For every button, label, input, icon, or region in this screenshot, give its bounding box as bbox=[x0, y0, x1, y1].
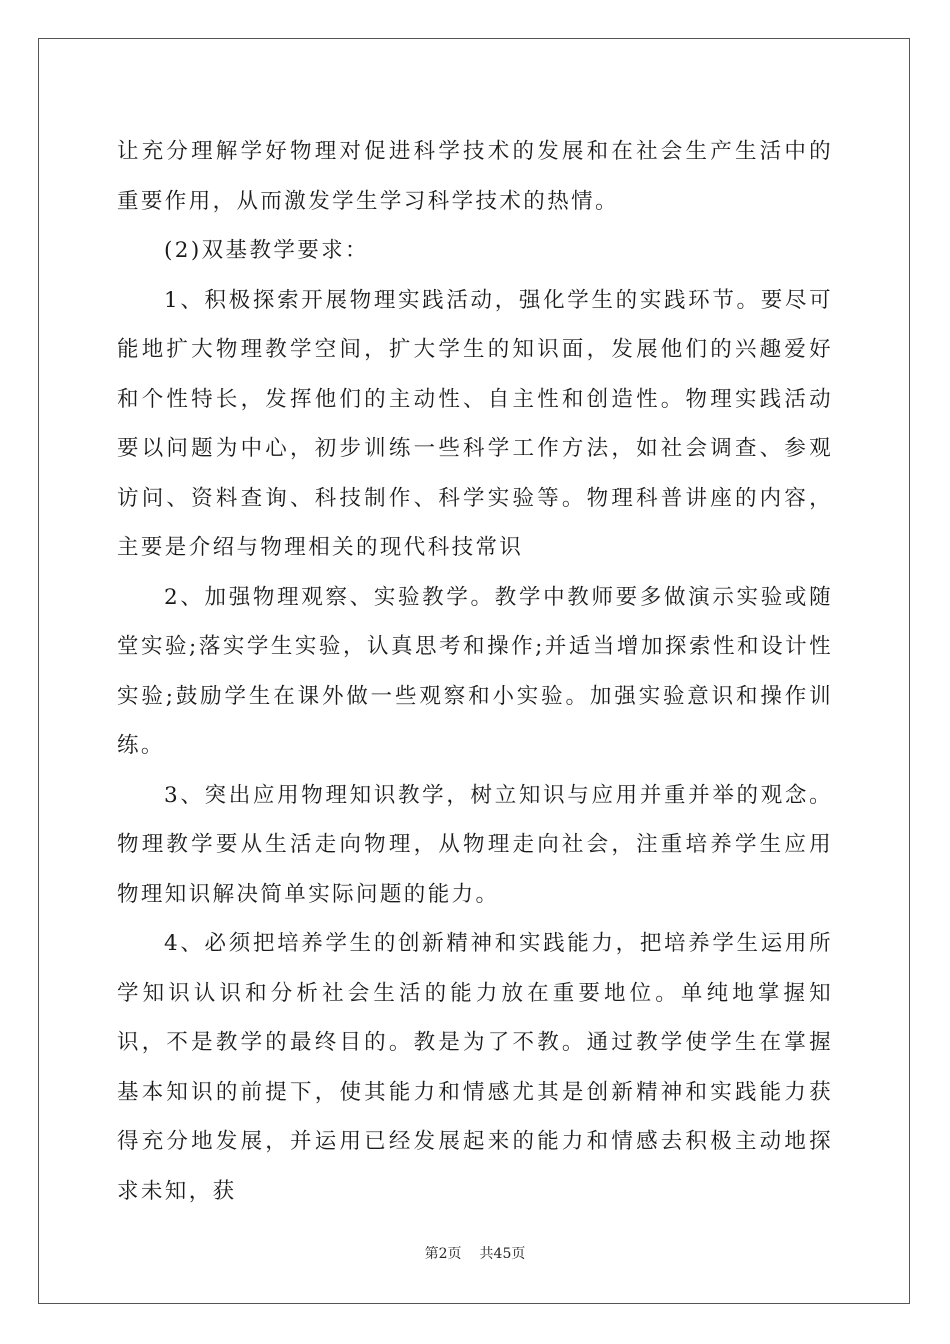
page-total: 共45页 bbox=[479, 1246, 526, 1262]
paragraph-item-3: 3、突出应用物理知识教学，树立知识与应用并重并举的观念。物理教学要从生活走向物理，从物理走向社会，注重培养学生应用物理知识解决简单实际问题的能力。 bbox=[117, 782, 833, 907]
page-footer bbox=[0, 1244, 950, 1264]
paragraph-item-1: 1、积极探索开展物理实践活动，强化学生的实践环节。要尽可能地扩大物理教学空间，扩大学生的知识面，发展他们的兴趣爱好和个性特长，发挥他们的主动性、自主性和创造性。物理实践活动要以问题为中心，初步训练一些科学工作方法，如社会调查、参观访问、资料查询、科技制作、科学实验等。物理科普讲座的内容，主要是介绍与物理相关的现代科技常识 bbox=[117, 287, 833, 560]
paragraph-intro-continuation: 让充分理解学好物理对促进科学技术的发展和在社会生产生活中的重要作用，从而激发学生学习科学技术的热情。 bbox=[117, 139, 833, 214]
paragraph-item-4: 4、必须把培养学生的创新精神和实践能力，把培养学生运用所学知识认识和分析社会生活的能力放在重要地位。单纯地掌握知识，不是教学的最终目的。教是为了不教。通过教学使学生在掌握基本知识的前提下，使其能力和情感尤其是创新精神和实践能力获得充分地发展，并运用已经发展起来的能力和情感去积极主动地探求未知，获 bbox=[117, 931, 833, 1204]
paragraph-section-heading: (2)双基教学要求： bbox=[164, 238, 369, 263]
paragraph-item-2: 2、加强物理观察、实验教学。教学中教师要多做演示实验或随堂实验;落实学生实验，认真思考和操作;并适当增加探索性和设计性实验;鼓励学生在课外做一些观察和小实验。加强实验意识和操作训练。 bbox=[117, 584, 833, 758]
document-body bbox=[117, 127, 833, 1216]
page-number: 第2页 bbox=[424, 1246, 462, 1262]
